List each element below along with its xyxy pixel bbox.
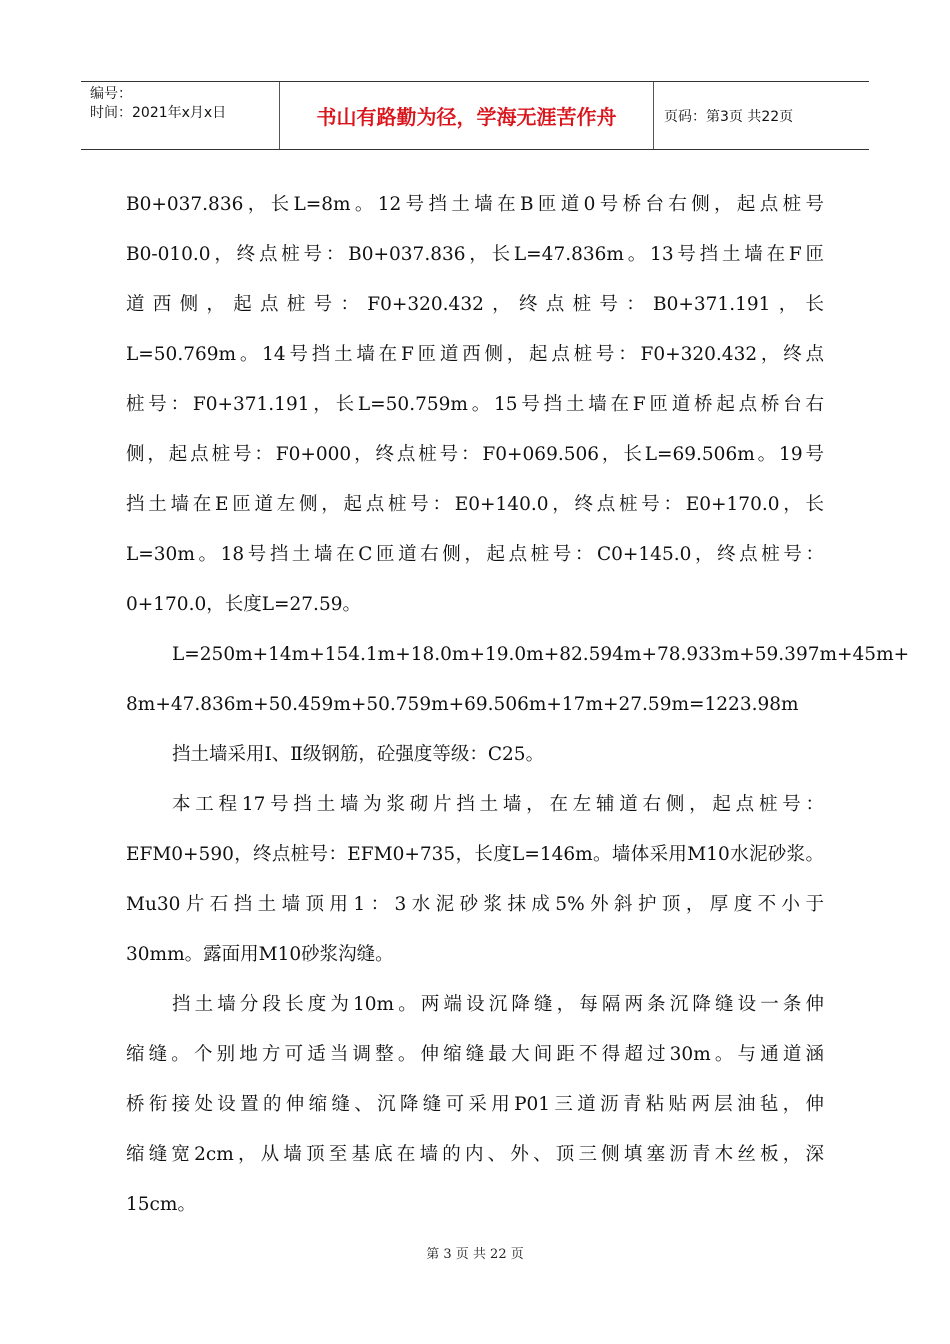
body-line: 桩号：F0+371.191，长L=50.759m。15号挡土墙在F匝道桥起点桥台右 — [126, 394, 824, 415]
body-line: 0+170.0，长度L=27.59。 — [126, 594, 361, 615]
body-line: 本工程17号挡土墙为浆砌片挡土墙，在左辅道右侧，起点桩号： — [172, 794, 824, 815]
document-number-label: 编号： — [90, 86, 132, 102]
body-line: B0+037.836，长L=8m。12号挡土墙在B匝道0号桥台右侧，起点桩号 — [126, 194, 824, 215]
document-time-label: 时间：2021年x月x日 — [90, 105, 227, 121]
body-line: B0-010.0，终点桩号：B0+037.836，长L=47.836m。13号挡土墙在F匝 — [126, 244, 824, 265]
body-line: 挡土墙在E匝道左侧，起点桩号：E0+140.0，终点桩号：E0+170.0，长 — [126, 494, 824, 515]
body-line: 挡土墙采用Ⅰ、Ⅱ级钢筋，砼强度等级：C25。 — [172, 744, 545, 765]
body-line: 桥衔接处设置的伸缩缝、沉降缝可采用P01三道沥青粘贴两层油毡，伸 — [126, 1094, 824, 1115]
body-line: L=30m。18号挡土墙在C匝道右侧，起点桩号：C0+145.0，终点桩号： — [126, 544, 824, 565]
body-line: 30mm。露面用M10砂浆沟缝。 — [126, 944, 394, 965]
body-line: 挡土墙分段长度为10m。两端设沉降缝，每隔两条沉降缝设一条伸 — [172, 994, 824, 1015]
body-line: 缩缝。个别地方可适当调整。伸缩缝最大间距不得超过30m。与通道涵 — [126, 1044, 824, 1065]
header-motto: 书山有路勤为径，学海无涯苦作舟 — [280, 82, 654, 149]
header-page-info: 页码：第3页 共22页 — [664, 108, 794, 125]
formula-line: L=250m+14m+154.1m+18.0m+19.0m+82.594m+78.933m+59.397m+45m+ — [172, 644, 910, 665]
header-meta — [81, 82, 280, 149]
body-line: L=50.769m。14号挡土墙在F匝道西侧，起点桩号：F0+320.432，终点 — [126, 344, 824, 365]
header-table — [81, 81, 869, 150]
body-line: 道西侧，起点桩号：F0+320.432，终点桩号：B0+371.191，长 — [126, 294, 824, 315]
body-line: 侧，起点桩号：F0+000，终点桩号：F0+069.506，长L=69.506m。19号 — [126, 444, 824, 465]
document-body — [126, 180, 910, 1230]
formula-line: 8m+47.836m+50.459m+50.759m+69.506m+17m+27.59m=1223.98m — [126, 694, 799, 715]
body-line: 缩缝宽2cm，从墙顶至基底在墙的内、外、顶三侧填塞沥青木丝板，深 — [126, 1144, 824, 1165]
body-line: EFM0+590，终点桩号：EFM0+735，长度L=146m。墙体采用M10水泥砂浆。 — [126, 844, 824, 865]
page-footer: 第 3 页 共 22 页 — [426, 1247, 524, 1262]
body-line: 15cm。 — [126, 1194, 196, 1215]
body-line: Mu30片石挡土墙顶用1：3水泥砂浆抹成5%外斜护顶，厚度不小于 — [126, 894, 824, 915]
